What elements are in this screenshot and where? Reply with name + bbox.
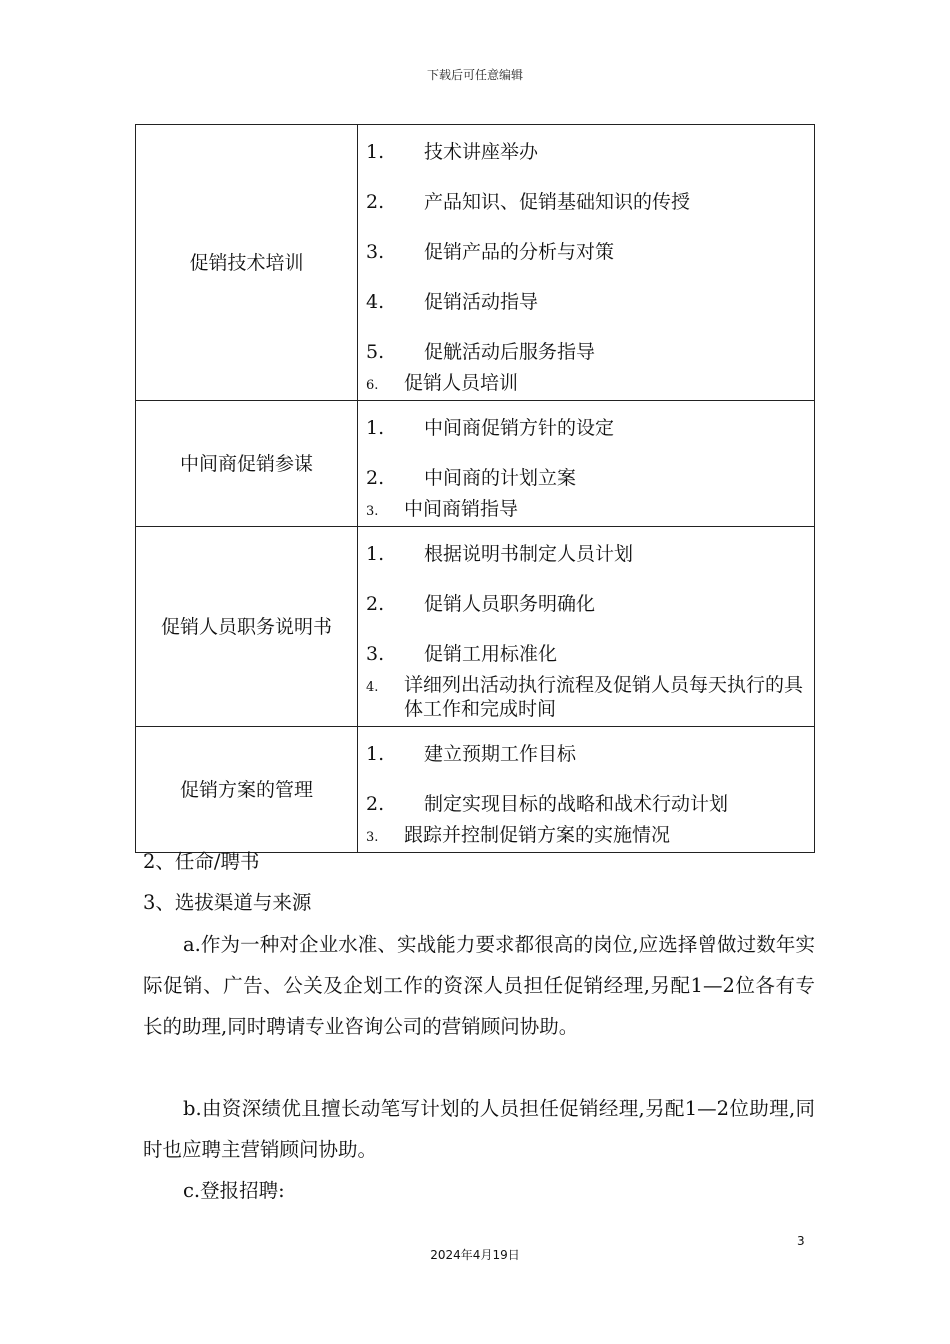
list-item: [366, 189, 814, 215]
item-number: 1.: [366, 543, 385, 565]
category-cell: 促销方案的管理: [136, 727, 358, 853]
page-header: 下载后可任意编辑: [426, 68, 523, 82]
category-cell: 中间商促销参谋: [136, 401, 358, 527]
item-number: 5.: [366, 341, 385, 363]
table-row: [136, 401, 815, 527]
item-number: 1.: [366, 743, 385, 765]
item-number: 4.: [366, 291, 385, 313]
item-number: 2.: [366, 467, 385, 489]
list-item: [366, 139, 814, 165]
list-item: [366, 591, 814, 617]
category-cell: 促销技术培训: [136, 125, 358, 401]
item-number: 6.: [366, 378, 379, 393]
item-number: 2.: [366, 793, 385, 815]
item-text: 促销人员职务明确化: [424, 593, 596, 615]
item-number: 3.: [366, 504, 379, 519]
paragraph-c: c.登报招聘:: [183, 1179, 285, 1202]
item-text: 促销产品的分析与对策: [424, 241, 615, 263]
item-text: 促销活动指导: [424, 291, 539, 313]
promotion-table: [135, 124, 815, 853]
table-row: [136, 727, 815, 853]
item-text: 跟踪并控制促销方案的实施情况: [404, 824, 671, 846]
item-text: 根据说明书制定人员计划: [424, 543, 634, 565]
list-item: [366, 371, 814, 398]
paragraph-a: a.作为一种对企业水准、实战能力要求都很高的岗位,应选择曾做过数年实际促销、广告、公关及企划工作的资深人员担任促销经理,另配1—2位各有专长的助理,同时聘请专业咨询公司的营销顾问协助。: [143, 933, 815, 1038]
list-item: [366, 465, 814, 491]
items-cell: [358, 125, 815, 401]
list-item: [366, 415, 814, 441]
item-text: 促销工用标准化: [424, 643, 558, 665]
item-number: 4.: [366, 680, 379, 695]
items-cell: [358, 401, 815, 527]
list-item: [366, 239, 814, 265]
section-heading-appointment: 2、任命/聘书: [143, 850, 260, 873]
list-item: [366, 497, 814, 524]
item-text: 中间商促销方针的设定: [424, 417, 615, 439]
table-row: [136, 125, 815, 401]
item-number: 1.: [366, 417, 385, 439]
item-text: 制定实现目标的战略和战术行动计划: [424, 793, 729, 815]
items-cell: [358, 727, 815, 853]
item-text: 促觥活动后服务指导: [424, 341, 596, 363]
item-number: 2.: [366, 593, 385, 615]
category-cell: 促销人员职务说明书: [136, 527, 358, 727]
table-row: [136, 527, 815, 727]
item-number: 3.: [366, 830, 379, 845]
item-text: 中间商销指导: [404, 498, 519, 520]
item-number: 1.: [366, 141, 385, 163]
item-text: 中间商的计划立案: [424, 467, 577, 489]
item-number: 2.: [366, 191, 385, 213]
items-cell: [358, 527, 815, 727]
list-item: [366, 541, 814, 567]
page-number: 3: [797, 1234, 805, 1248]
page-footer-date: 2024年4月19日: [430, 1248, 520, 1262]
list-item: [366, 289, 814, 315]
item-text: 详细列出活动执行流程及促销人员每天执行的具体工作和完成时间: [404, 674, 804, 720]
list-item: [366, 741, 814, 767]
item-number: 3.: [366, 643, 385, 665]
paragraph-b: b.由资深绩优且擅长动笔写计划的人员担任促销经理,另配1—2位助理,同时也应聘主营销顾问协助。: [143, 1097, 815, 1161]
list-item: [366, 791, 814, 817]
item-text: 技术讲座举办: [424, 141, 539, 163]
list-item: [366, 673, 814, 721]
list-item: [366, 339, 814, 365]
item-text: 产品知识、促销基础知识的传授: [424, 191, 691, 213]
item-text: 建立预期工作目标: [424, 743, 577, 765]
section-heading-channels: 3、选拔渠道与来源: [143, 891, 312, 914]
item-text: 促销人员培训: [404, 372, 519, 394]
list-item: [366, 641, 814, 667]
item-number: 3.: [366, 241, 385, 263]
